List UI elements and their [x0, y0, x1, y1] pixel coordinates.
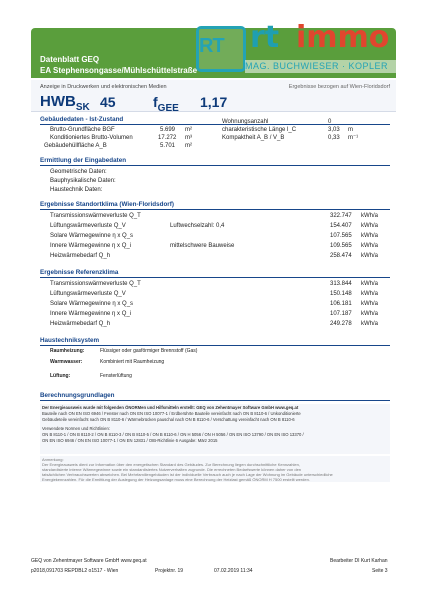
standort-qh-label: Heizwärmebedarf Q_h — [50, 253, 111, 259]
standort-qv-extra: Luftwechselzahl: 0,4 — [170, 223, 225, 229]
bgf-label: Brutto-Grundfläche BGF — [50, 127, 115, 133]
bgf-unit: m² — [185, 127, 192, 133]
referenz-qt-unit: kWh/a — [361, 281, 379, 287]
bgf-value: 5.699 — [160, 127, 176, 133]
footer-author: Bearbeiter DI Kurt Karhan — [330, 558, 388, 564]
huellflaeche-value: 5.701 — [160, 143, 176, 149]
standort-qh-value: 258.474 — [330, 253, 352, 259]
referenz-qs-label: Solare Wärmegewinne η x Q_s — [50, 301, 134, 307]
logo-monogram: RT — [199, 35, 224, 57]
referenz-qh-unit: kWh/a — [361, 321, 379, 327]
document-title: Datenblatt GEQ — [40, 55, 100, 64]
warmwasser-label: Warmwasser: — [50, 359, 83, 365]
standort-qs-value: 107.565 — [330, 233, 352, 239]
referenz-qv-unit: kWh/a — [361, 291, 379, 297]
footer-page: Seite 3 — [372, 568, 388, 574]
referenz-qv-value: 150.148 — [330, 291, 352, 297]
wohnungsanzahl-label: Wohnungsanzahl — [222, 119, 269, 125]
section-rule — [40, 165, 390, 166]
char-length-value: 3,03 — [328, 127, 340, 133]
reference-note: Ergebnisse bezogen auf Wien-Floridsdorf — [288, 84, 390, 90]
lueftung-label: Lüftung: — [50, 373, 71, 379]
kompaktheit-unit: m⁻¹ — [348, 135, 359, 141]
hwb-label: $HWB_{SK}$ — [40, 93, 90, 113]
logo-immo: immo — [296, 20, 390, 55]
eingabe-haustechnik: Haustechnik Daten: — [50, 187, 103, 193]
fgee-value: 1,17 — [200, 94, 228, 110]
section-title-berechnung: Berechnungsgrundlagen — [40, 392, 115, 399]
raumheizung-value: Flüssiger oder gasförmiger Brennstoff (Gas) — [100, 348, 198, 354]
footer-software: GEQ von Zehentmayer Software GmbH www.geq.at — [31, 558, 147, 564]
standort-qv-unit: kWh/a — [361, 223, 379, 229]
referenz-qi-label: Innere Wärmegewinne η x Q_i — [50, 311, 132, 317]
standort-qv-label: Lüftungswärmeverluste Q_V — [50, 223, 126, 229]
anmerkung-line2: standardisierte interne Wärmegewinne sowie ein standardisiertes Nutzerverhalten zugrunde. Die errechneten Bedarfswerte können daher von den — [42, 467, 302, 472]
section-rule — [40, 277, 390, 278]
berechnung-line1: Bauteile nach ON EN ISO 6946 / Fenster nach ON EN ISO 10077-1 / Erdberührte Bauteile vereinfacht nach ON B 8110-6 / Unkonditionierte — [42, 411, 301, 416]
kompaktheit-label: Kompaktheit A_B / V_B — [222, 135, 285, 141]
char-length-unit: m — [348, 127, 353, 133]
anmerkung-line1: Der Energieausweis dient zur Information über den energetischen Standard des Gebäudes. Zur Berechnung liegen durchschnittliche Kennzahlen, — [42, 462, 300, 467]
normen-title: Verwendete Normen und Richtlinien: — [42, 426, 110, 431]
referenz-qt-value: 313.844 — [330, 281, 352, 287]
referenz-qi-value: 107.187 — [330, 311, 352, 317]
volume-unit: m³ — [185, 135, 192, 141]
standort-qs-label: Solare Wärmegewinne η x Q_s — [50, 233, 134, 239]
standort-qt-label: Transmissionswärmeverluste Q_T — [50, 213, 141, 219]
logo-rt: rt — [250, 20, 280, 55]
standort-qv-value: 154.407 — [330, 223, 352, 229]
fgee-label: $f_{GEE}$ — [153, 94, 179, 114]
referenz-qt-label: Transmissionswärmeverluste Q_T — [50, 281, 141, 287]
standort-qi-unit: kWh/a — [361, 243, 379, 249]
lueftung-value: Fensterlüftung — [100, 373, 132, 379]
volume-value: 17.272 — [158, 135, 177, 141]
raumheizung-label: Raumheizung: — [50, 348, 85, 354]
section-title-eingabedaten: Ermittlung der Eingabedaten — [40, 157, 127, 164]
hwb-value: 45 — [100, 94, 116, 110]
volume-label: Konditioniertes Brutto-Volumen — [50, 135, 133, 141]
eingabe-bauphysik: Bauphysikalische Daten: — [50, 178, 116, 184]
standort-qs-unit: kWh/a — [361, 233, 379, 239]
referenz-qs-unit: kWh/a — [361, 301, 379, 307]
standort-qi-value: 109.565 — [330, 243, 352, 249]
huellflaeche-unit: m² — [185, 143, 192, 149]
section-rule — [40, 400, 390, 401]
media-note: Anzeige in Druckwerken und elektronischen Medien — [40, 84, 167, 90]
anmerkung-line4: Energiekennzahlen. Für die Ermittlung der Auslegung der Heizungsanlage muss eine Berechnung der Heizlast gemäß ÖNORM H 7500 erstellt werden. — [42, 477, 310, 482]
referenz-qi-unit: kWh/a — [361, 311, 379, 317]
footer-doc-id: p2018,091703 REPDBL2 o1517 - Wien — [31, 568, 119, 574]
huellflaeche-label: Gebäudehüllfläche A_B — [44, 143, 107, 149]
referenz-qv-label: Lüftungswärmeverluste Q_V — [50, 291, 126, 297]
referenz-qh-value: 249.278 — [330, 321, 352, 327]
normen-line2: ON EN ISO 6946 / ON EN ISO 10077-1 / ON EN 12831 / OIB-Richtlinie 6 Ausgabe: März 2015 — [42, 438, 218, 443]
section-rule — [40, 209, 390, 210]
normen-line1: ON B 8110-1 / ON B 8110-2 / ON B 8110-3 / ON B 8110-5 / ON B 8110-6 / ON H 5056 / ON H 5056 / ON EN ISO 13790 / ON EN ISO 13370 / — [42, 432, 304, 437]
berechnung-line2: Gebäudeteile vereinfacht nach ON B 8110-6 / Wärmebrücken pauschal nach ON B 8110-6 / Verschattung vereinfacht nach ON B 8110-6 — [42, 417, 295, 422]
standort-qi-extra: mittelschwere Bauweise — [170, 243, 235, 249]
eingabe-geometrie: Geometrische Daten: — [50, 169, 107, 175]
char-length-label: charakteristische Länge l_C — [222, 127, 297, 133]
referenz-qh-label: Heizwärmebedarf Q_h — [50, 321, 111, 327]
standort-qt-unit: kWh/a — [361, 213, 379, 219]
logo-tagline: MAG. BUCHWIESER · KOPLER — [245, 60, 400, 73]
document-subtitle: EA Stephensongasse/Mühlschüttelstraße — [40, 66, 198, 75]
standort-qh-unit: kWh/a — [361, 253, 379, 259]
wohnungsanzahl-value: 0 — [328, 119, 332, 125]
section-rule — [40, 124, 390, 125]
section-title-standortklima: Ergebnisse Standortklima (Wien-Floridsdorf) — [40, 201, 174, 208]
anmerkung-title: Anmerkung: — [42, 457, 64, 462]
section-title-gebaeudedaten: Gebäudedaten - Ist-Zustand — [40, 116, 124, 123]
section-rule — [40, 345, 390, 346]
standort-qt-value: 322.747 — [330, 213, 352, 219]
standort-qi-label: Innere Wärmegewinne η x Q_i — [50, 243, 132, 249]
referenz-qs-value: 106.181 — [330, 301, 352, 307]
footer-project: Projektnr. 19 — [155, 568, 184, 574]
anmerkung-line3: tatsächlichen Verbrauchswerten abweichen. Bei Mehrfamiliengebäuden ist der individuelle Verbrauch auch je nach Lage der Wohnung im Gebäude unterschiedliche — [42, 472, 333, 477]
kompaktheit-value: 0,33 — [328, 135, 340, 141]
berechnung-intro: Der Energieausweis wurde mit folgenden ÖNORMen und Hilfsmitteln erstellt: GEQ von Zehentmayer Software GmbH www.geq.at — [42, 405, 299, 410]
section-title-haustechnik: Haustechniksystem — [40, 337, 100, 344]
section-title-referenzklima: Ergebnisse Referenzklima — [40, 269, 119, 276]
warmwasser-value: Kombiniert mit Raumheizung — [100, 359, 165, 365]
footer-date: 07.02.2019 11:34 — [214, 568, 253, 574]
